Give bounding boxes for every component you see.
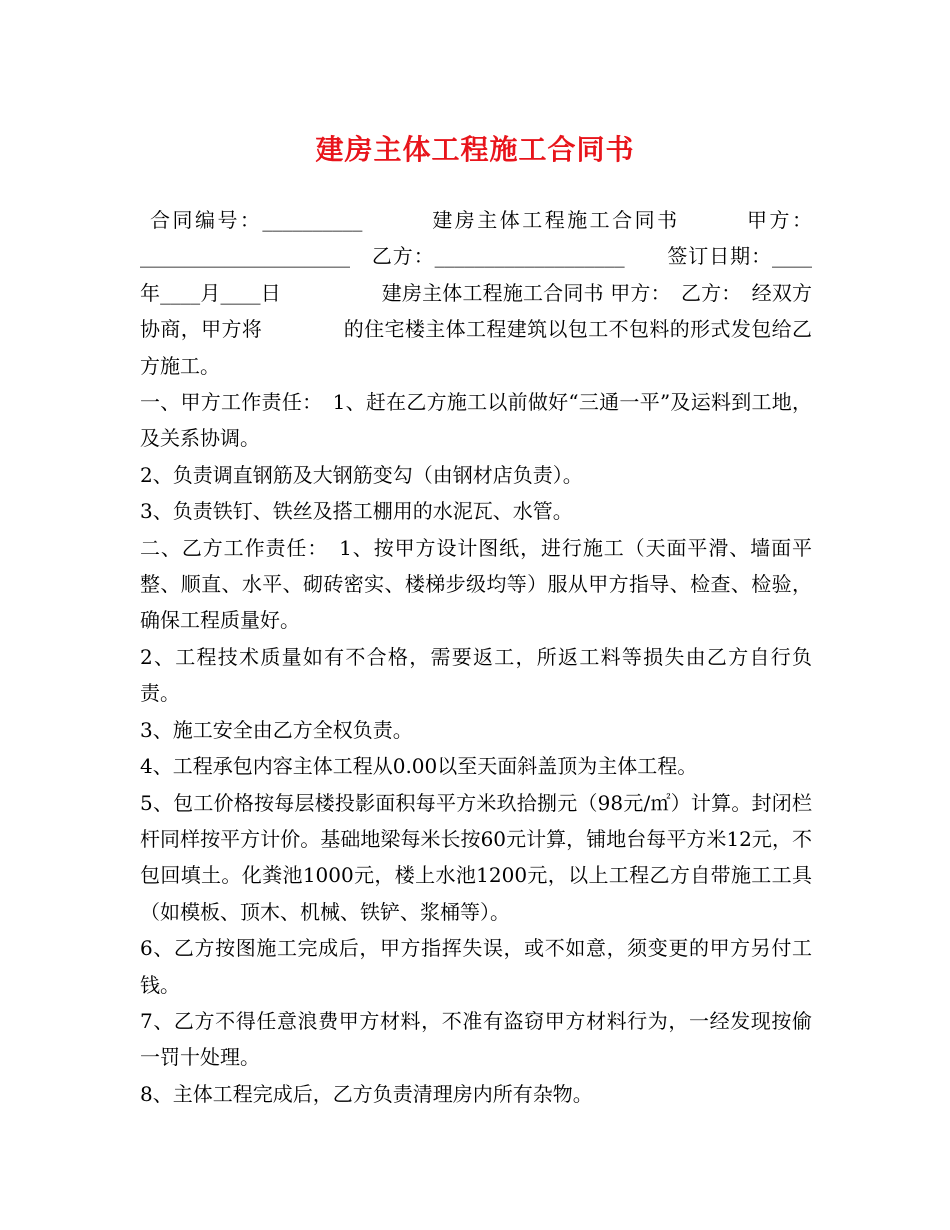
paragraph-party-b-duty-4: 4、工程承包内容主体工程从0.00以至天面斜盖顶为主体工程。 [140, 754, 698, 779]
paragraph-party-b-duty-2: 2、工程技术质量如有不合格，需要返工，所返工料等损失由乙方自行负责。 [140, 644, 812, 706]
document-title: 建房主体工程施工合同书 [315, 133, 635, 166]
paragraph-party-b-duty-8: 8、主体工程完成后，乙方负责清理房内所有杂物。 [140, 1081, 593, 1106]
paragraph-party-a-duty-2: 2、负责调直钢筋及大钢筋变勾（由钢材店负责）。 [140, 462, 583, 487]
paragraph-party-a-duty-1: 一、甲方工作责任： 1、赶在乙方施工以前做好“三通一平”及运料到工地，及关系协调。 [140, 390, 812, 451]
paragraph-party-b-duty-3: 3、施工安全由乙方全权负责。 [140, 717, 413, 742]
paragraph-party-b-duty-7: 7、乙方不得任意浪费甲方材料，不准有盗窃甲方材料行为，一经发现按偷一罚十处理。 [140, 1008, 812, 1070]
paragraph-party-a-duty-3: 3、负责铁钉、铁丝及搭工棚用的水泥瓦、水管。 [140, 499, 573, 524]
paragraph-party-b-duty-1: 二、乙方工作责任： 1、按甲方设计图纸，进行施工（天面平滑、墙面平整、顺直、水平、砌砖密实、楼梯步级均等）服从甲方指导、检查、检验，确保工程质量好。 [140, 535, 812, 633]
document-body [140, 202, 812, 1112]
paragraph-header-info: 合同编号：__________ 建房主体工程施工合同书 甲方：_____________________ 乙方：___________________ 签订日期：____年____月____日 建房主体工程施工合同书 甲方： 乙方： 经双方协商，甲方将 的住宅楼主体工程建筑以包工不包料的形式发包给乙方施工。 [140, 208, 812, 378]
paragraph-party-b-duty-6: 6、乙方按图施工完成后，甲方指挥失误，或不如意，须变更的甲方另付工钱。 [140, 936, 812, 997]
paragraph-party-b-duty-5: 5、包工价格按每层楼投影面积每平方米玖拾捌元（98元/㎡）计算。封闭栏杆同样按平方计价。基础地梁每米长按60元计算，铺地台每平方米12元，不包回填土。化粪池1000元，楼上水池1200元，以上工程乙方自带施工工具（如模板、顶木、机械、铁铲、浆桶等）。 [140, 790, 812, 924]
